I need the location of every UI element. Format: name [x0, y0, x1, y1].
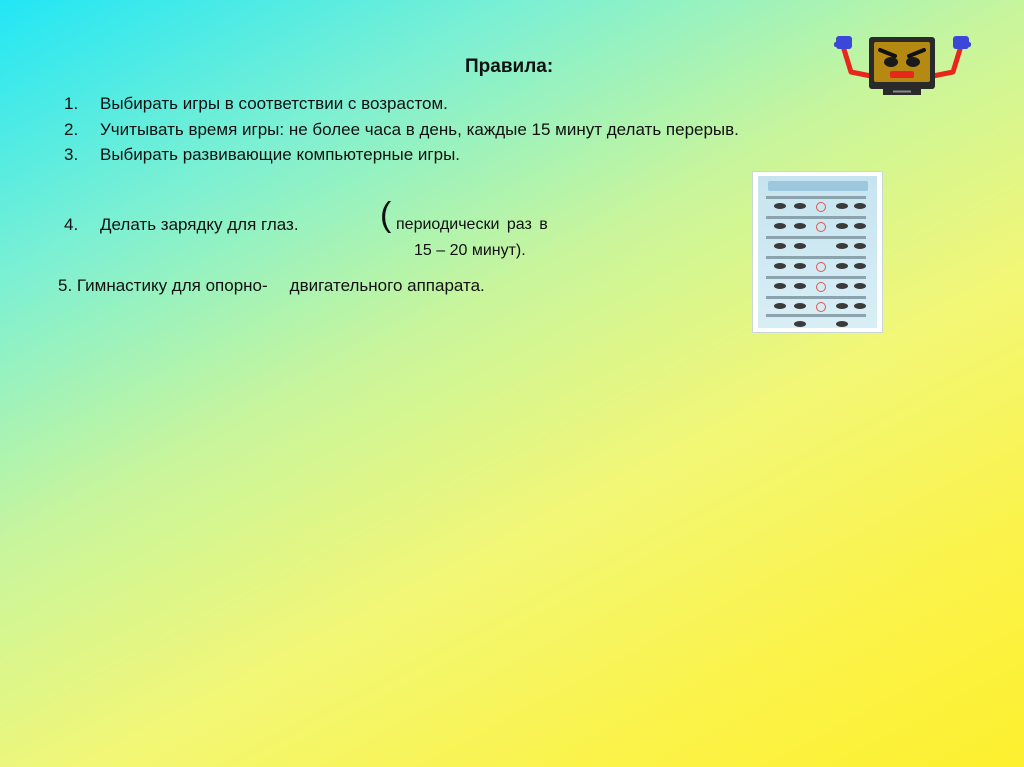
rule-4-open-paren: (	[380, 196, 392, 234]
rule-4-note-line-1: периодически раз в	[396, 216, 548, 233]
rule-number: 1.	[64, 94, 79, 113]
rule-text: Выбирать игры в соответствии с возрастом.	[100, 94, 448, 113]
poster-row	[766, 276, 870, 292]
poster-row	[766, 196, 870, 212]
rule-number: 4.	[64, 215, 79, 234]
rule-4-note-line-2: 15 – 20 минут).	[414, 242, 526, 259]
poster-row	[766, 216, 870, 232]
rule-text: Выбирать развивающие компьютерные игры.	[100, 145, 461, 164]
slide-title: Правила:	[465, 56, 554, 77]
rule-text: Учитывать время игры: не более часа в день, каждые 15 минут делать перерыв.	[100, 120, 739, 139]
eye-exercise-poster-image	[753, 172, 882, 332]
poster-row	[766, 314, 870, 330]
rule-item-5	[58, 276, 485, 296]
rule-item-1	[64, 92, 448, 116]
rule-item-3	[64, 143, 460, 167]
rule-number: 2.	[64, 120, 79, 139]
poster-row	[766, 296, 870, 312]
poster-row	[766, 236, 870, 252]
rule-5-part-1: 5. Гимнастику для опорно-	[58, 276, 268, 295]
poster-header-bar	[768, 181, 868, 191]
computer-monitor-mascot-icon	[833, 32, 973, 102]
rule-5-part-2: двигательного аппарата.	[289, 276, 485, 295]
rule-item-2	[64, 118, 739, 142]
rule-text: Делать зарядку для глаз.	[100, 215, 299, 234]
rule-number: 3.	[64, 145, 79, 164]
poster-row	[766, 256, 870, 272]
rule-item-4	[64, 213, 299, 237]
